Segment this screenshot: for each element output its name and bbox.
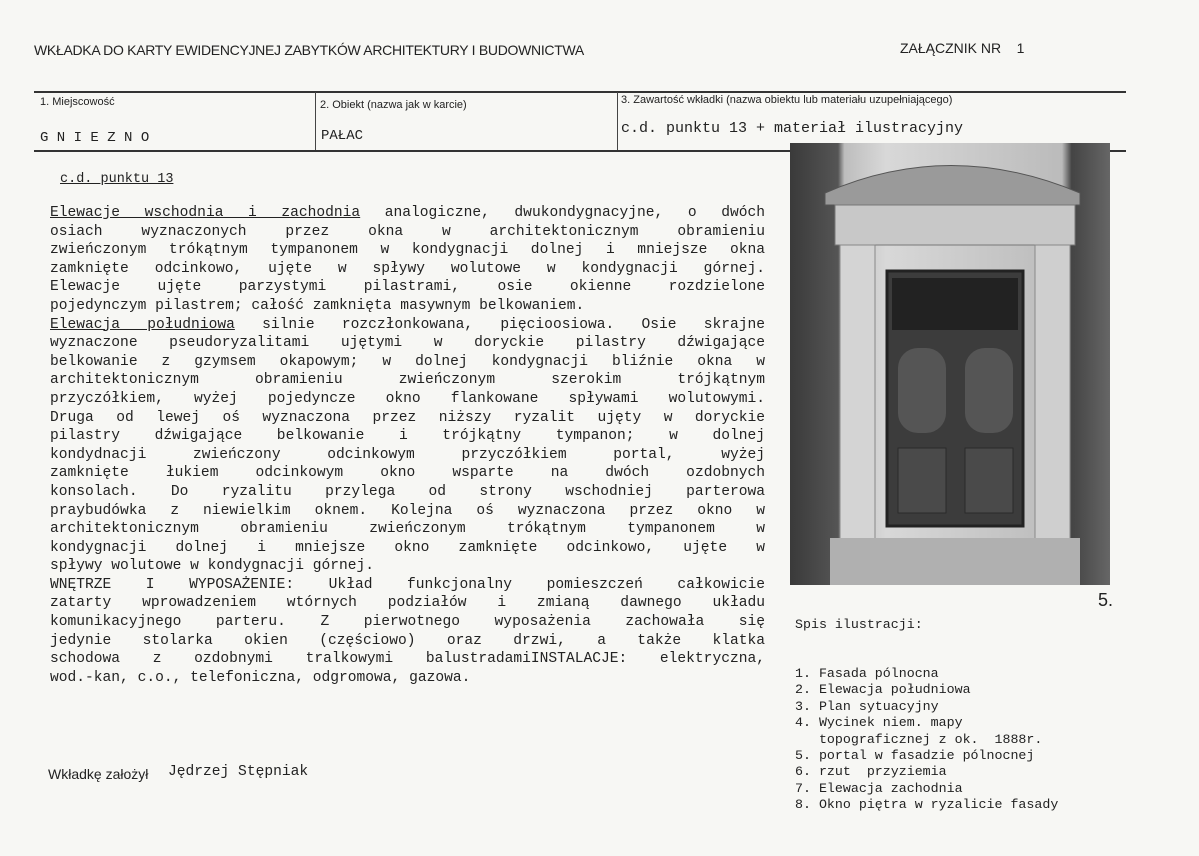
line-text: WNĘTRZE I WYPOSAŻENIE: Układ funkcjonalny pomieszczeń całkowicie xyxy=(50,576,765,593)
text-line xyxy=(50,483,765,502)
illustration-item: 6. rzut przyziemia xyxy=(795,764,947,780)
portal-door-image xyxy=(790,143,1110,585)
text-line xyxy=(50,464,765,483)
line-text: przyczółkiem, wyżej pojedyncze okno flankowane spływami wolutowymi. xyxy=(50,390,765,407)
text-line xyxy=(50,650,765,669)
line-text: Elewacje ujęte parzystymi pilastrami, osie okienne rozdzielone xyxy=(50,279,765,296)
line-text: analogiczne, dwukondygnacyjne, o dwóch xyxy=(360,205,765,221)
text-line xyxy=(50,446,765,465)
line-text: zwieńczonym trókątnym tympanonem w kondygnacji dolnej i mniejsze okna xyxy=(50,242,765,259)
illustration-list-title: Spis ilustracji: xyxy=(795,616,923,632)
line-text: silnie rozczłonkowana, pięcioosiowa. Osie skrajne xyxy=(234,316,765,333)
text-line xyxy=(50,278,765,297)
illustration-item: 4. Wycinek niem. mapy topograficznej z ok. 1888r. xyxy=(795,715,1043,747)
line-text: praybudówka z niewielkim oknem. Kolejna oś wyznaczona przez okno w xyxy=(50,502,765,519)
illustration-item: 7. Elewacja zachodnia xyxy=(795,780,963,796)
field-value-object: PAŁAC xyxy=(321,128,364,144)
illustration-item: 1. Fasada pólnocna xyxy=(795,666,939,682)
line-text: architektonicznym obramieniu zwieńczonym trókątnym tympanonem w xyxy=(50,521,765,538)
line-text: kondydnacji zwieńczony odcinkowym przyczółkiem portal, wyżej xyxy=(50,446,765,463)
field-value-contents: c.d. punktu 13 + materiał ilustracyjny xyxy=(621,120,964,137)
line-text: pojedynczym pilastrem; całość zamknięta masywnym belkowaniem. xyxy=(50,297,585,314)
table-top-rule xyxy=(34,91,1126,93)
line-text: zamknięte odcinkowo, ujęte w spływy wolutowe w kondygnacji górnej. xyxy=(50,260,765,277)
subheading: Elewacja południowa xyxy=(50,316,235,333)
illustration-item: 8. Okno piętra w ryzalicie fasady xyxy=(795,797,1059,813)
text-line xyxy=(50,241,765,260)
text-line xyxy=(50,632,765,651)
text-line xyxy=(50,204,765,223)
field-value-place: G N I E Z N O xyxy=(40,130,150,146)
line-text: osiach wyznaczonych przez okna w architektonicznym obramieniu xyxy=(50,223,765,240)
section-reference: c.d. punktu 13 xyxy=(60,172,174,187)
line-text: zamknięte łukiem odcinkowym okno wsparte na dwóch ozdobnych xyxy=(50,465,765,482)
text-line xyxy=(50,334,765,353)
field-label-object: 2. Obiekt (nazwa jak w karcie) xyxy=(320,99,467,111)
text-line xyxy=(50,409,765,428)
line-text: jedynie stolarka okien (częściowo) oraz drzwi, a także klatka xyxy=(50,632,765,649)
line-text: wod.-kan, c.o., telefoniczna, odgromowa, gazowa. xyxy=(50,669,471,686)
line-text: spływy wolutowe w kondygnacji górnej. xyxy=(50,558,375,575)
illustration-item: 5. portal w fasadzie pólnocnej xyxy=(795,748,1035,764)
text-line xyxy=(50,371,765,390)
form-title: WKŁADKA DO KARTY EWIDENCYJNEJ ZABYTKÓW ARCHITEKTURY I BUDOWNICTWA xyxy=(34,42,584,58)
line-text: komunikacyjnego parteru. Z pierwotnego wyposażenia zachowała się xyxy=(50,614,765,631)
text-line xyxy=(50,613,765,632)
description-text xyxy=(50,204,765,687)
line-text: schodowa z ozdobnymi tralkowymi balustradamiINSTALACJE: elektryczna, xyxy=(50,651,765,668)
column-divider xyxy=(617,92,618,150)
field-label-contents: 3. Zawartość wkładki (nazwa obiektu lub materiału uzupełniającego) xyxy=(621,94,953,106)
attachment-number: ZAŁĄCZNIK NR 1 xyxy=(900,40,1025,56)
line-text: zatarty wprowadzeniem wtórnych podziałów i zmianą dawnego układu xyxy=(50,595,765,612)
line-text: kondygnacji dolnej i mniejsze okno zamknięte odcinkowo, ujęte w xyxy=(50,539,765,556)
text-line xyxy=(50,594,765,613)
text-line xyxy=(50,297,765,316)
text-line xyxy=(50,576,765,595)
page-mark: 5. xyxy=(1098,590,1114,610)
text-line xyxy=(50,223,765,242)
line-text: pilastry dźwigające belkowanie i trójkątny tympanon; w dolnej xyxy=(50,428,765,445)
text-line xyxy=(50,260,765,279)
author-label: Wkładkę założył xyxy=(48,766,149,782)
text-line xyxy=(50,316,765,335)
text-line xyxy=(50,539,765,558)
illustration-list xyxy=(795,584,1058,830)
line-text: belkowanie z gzymsem okapowym; w dolnej kondygnacji bliźnie okna w xyxy=(50,353,765,370)
author-name: Jędrzej Stępniak xyxy=(168,764,309,780)
text-line xyxy=(50,427,765,446)
column-divider xyxy=(315,92,316,150)
field-label-place: 1. Miejscowość xyxy=(40,96,115,108)
text-line xyxy=(50,557,765,576)
line-text: Druga od lewej oś wyznaczona przez niższy ryzalit ujęty w doryckie xyxy=(50,409,765,426)
illustration-item: 2. Elewacja południowa xyxy=(795,682,971,698)
line-text: konsolach. Do ryzalitu przylega od strony wschodniej parterowa xyxy=(50,483,765,500)
portal-photo xyxy=(790,143,1110,585)
line-text: architektonicznym obramieniu zwieńczonym szerokim trójkątnym xyxy=(50,372,765,389)
text-line xyxy=(50,669,765,688)
text-line xyxy=(50,390,765,409)
text-line xyxy=(50,520,765,539)
text-line xyxy=(50,502,765,521)
text-line xyxy=(50,353,765,372)
line-text: wyznaczone pseudoryzalitami ujętymi w doryckie pilastry dźwigające xyxy=(50,335,765,352)
illustration-item: 3. Plan sytuacyjny xyxy=(795,698,939,714)
subheading: Elewacje wschodnia i zachodnia xyxy=(50,205,361,221)
